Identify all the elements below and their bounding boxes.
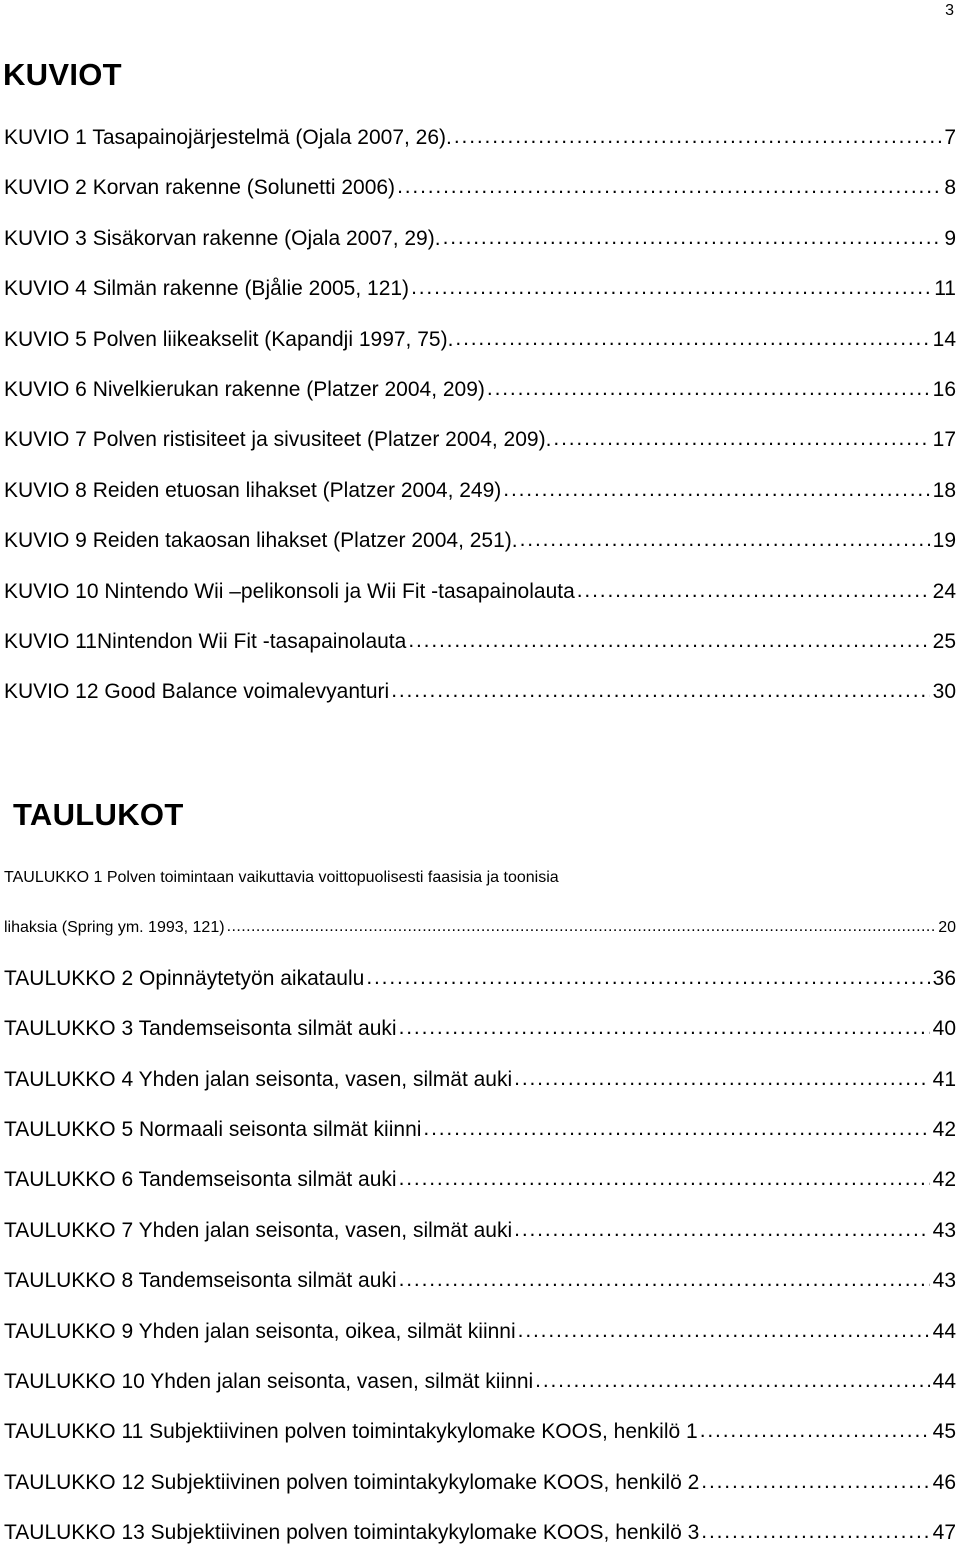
toc-entry-title: TAULUKKO 3 Tandemseisonta silmät auki [4, 1017, 397, 1041]
dot-leader [399, 1263, 930, 1297]
toc-entry-page: 30 [932, 680, 956, 704]
toc-entry-page: 44 [932, 1369, 956, 1393]
dot-leader [408, 624, 929, 658]
toc-entry[interactable] [4, 171, 956, 221]
dot-leader [227, 910, 936, 944]
dot-leader [518, 1314, 930, 1348]
toc-entry-title: KUVIO 8 Reiden etuosan lihakset (Platzer 2004, 249) [4, 478, 502, 502]
dot-leader [397, 170, 941, 204]
toc-entry[interactable] [4, 1315, 956, 1365]
dot-leader [535, 1364, 929, 1398]
toc-entry-page: 36 [932, 966, 956, 990]
dot-leader [520, 523, 930, 557]
toc-entry[interactable] [4, 423, 956, 473]
toc-entry[interactable] [4, 1012, 956, 1062]
toc-entry-page: 14 [932, 327, 956, 351]
toc-entry[interactable] [4, 1516, 956, 1566]
toc-entry-title: TAULUKKO 5 Normaali seisonta silmät kiinni [4, 1117, 422, 1141]
toc-entry-page: 44 [932, 1319, 956, 1343]
toc-entry-title-continued: lihaksia (Spring ym. 1993, 121) [4, 919, 225, 937]
toc-entry-page: 42 [932, 1117, 956, 1141]
toc-entry[interactable] [4, 323, 956, 373]
toc-entry-page: 45 [932, 1420, 956, 1444]
tables-heading: TAULUKOT [13, 797, 184, 832]
dot-leader [423, 1112, 929, 1146]
dot-leader [399, 1162, 930, 1196]
dot-leader [577, 574, 930, 608]
figures-list [4, 121, 956, 726]
dot-leader [454, 120, 941, 154]
toc-entry-page: 43 [932, 1218, 956, 1242]
toc-entry-page: 24 [932, 579, 956, 603]
toc-entry[interactable] [4, 524, 956, 574]
toc-entry-page: 16 [932, 377, 956, 401]
toc-entry-page: 19 [932, 529, 956, 553]
dot-leader [514, 1213, 929, 1247]
toc-entry-title: TAULUKKO 4 Yhden jalan seisonta, vasen, silmät auki [4, 1067, 513, 1091]
toc-entry-page: 9 [944, 226, 956, 250]
toc-entry-page: 42 [932, 1168, 956, 1192]
dot-leader [701, 1515, 929, 1549]
toc-entry-title: KUVIO 6 Nivelkierukan rakenne (Platzer 2004, 209) [4, 377, 485, 401]
toc-entry[interactable] [4, 861, 956, 962]
toc-entry[interactable] [4, 1264, 956, 1314]
toc-entry-title: TAULUKKO 13 Subjektiivinen polven toimintakykylomake KOOS, henkilö 3 [4, 1521, 700, 1545]
toc-entry-title: KUVIO 4 Silmän rakenne (Bjålie 2005, 121) [4, 277, 410, 301]
dot-leader [443, 221, 942, 255]
toc-entry-page: 47 [932, 1521, 956, 1545]
toc-entry-page: 11 [934, 277, 956, 301]
toc-entry-title: KUVIO 12 Good Balance voimalevyanturi [4, 680, 390, 704]
toc-entry-title: TAULUKKO 7 Yhden jalan seisonta, vasen, silmät auki [4, 1218, 513, 1242]
toc-entry[interactable] [4, 1163, 956, 1213]
dot-leader [700, 1414, 930, 1448]
toc-entry-title: TAULUKKO 6 Tandemseisonta silmät auki [4, 1168, 397, 1192]
page-number: 3 [945, 2, 954, 19]
dot-leader [399, 1011, 930, 1045]
toc-entry[interactable] [4, 575, 956, 625]
toc-entry-page: 40 [932, 1017, 956, 1041]
toc-entry[interactable] [4, 222, 956, 272]
toc-entry[interactable] [4, 1415, 956, 1465]
toc-entry-title: KUVIO 7 Polven ristisiteet ja sivusiteet (Platzer 2004, 209). [4, 428, 552, 452]
toc-entry-title: TAULUKKO 1 Polven toimintaan vaikuttavia voittopuolisesti faasisia ja toonisia [4, 869, 559, 886]
toc-entry-page: 20 [938, 919, 956, 937]
dot-leader [503, 473, 929, 507]
dot-leader [411, 271, 931, 305]
dot-leader [455, 322, 929, 356]
toc-entry-title: TAULUKKO 8 Tandemseisonta silmät auki [4, 1269, 397, 1293]
toc-entry[interactable] [4, 1214, 956, 1264]
dot-leader [366, 961, 929, 995]
toc-entry[interactable] [4, 272, 956, 322]
toc-entry-page: 41 [932, 1067, 956, 1091]
tables-list [4, 861, 956, 1566]
toc-entry-page: 17 [932, 428, 956, 452]
toc-entry-title: KUVIO 2 Korvan rakenne (Solunetti 2006) [4, 176, 396, 200]
toc-entry-title: KUVIO 10 Nintendo Wii –pelikonsoli ja Wii Fit -tasapainolauta [4, 579, 575, 603]
toc-entry-title: TAULUKKO 12 Subjektiivinen polven toimintakykylomake KOOS, henkilö 2 [4, 1470, 700, 1494]
toc-entry-title: TAULUKKO 9 Yhden jalan seisonta, oikea, silmät kiinni [4, 1319, 516, 1343]
dot-leader [514, 1062, 929, 1096]
dot-leader [553, 422, 929, 456]
toc-entry-page: 7 [944, 126, 956, 149]
toc-entry[interactable] [4, 625, 956, 675]
toc-entry[interactable] [4, 1365, 956, 1415]
toc-entry-title: KUVIO 11Nintendon Wii Fit -tasapainolauta [4, 629, 407, 653]
toc-entry-page: 46 [932, 1470, 956, 1494]
toc-entry-page: 25 [932, 629, 956, 653]
dot-leader [487, 372, 930, 406]
toc-entry[interactable] [4, 675, 956, 725]
toc-entry-title: KUVIO 9 Reiden takaosan lihakset (Platzer 2004, 251). [4, 529, 518, 553]
toc-entry[interactable] [4, 474, 956, 524]
toc-entry-page: 43 [932, 1269, 956, 1293]
toc-entry[interactable] [4, 1113, 956, 1163]
toc-entry-title: KUVIO 5 Polven liikeakselit (Kapandji 1997, 75). [4, 327, 454, 351]
toc-entry-page: 18 [932, 478, 956, 502]
figures-heading: KUVIOT [3, 57, 122, 92]
dot-leader [701, 1465, 929, 1499]
toc-entry-title: TAULUKKO 2 Opinnäytetyön aikataulu [4, 966, 365, 990]
toc-entry[interactable] [4, 962, 956, 1012]
toc-entry-title: TAULUKKO 10 Yhden jalan seisonta, vasen, silmät kiinni [4, 1369, 534, 1393]
toc-entry-title: KUVIO 3 Sisäkorvan rakenne (Ojala 2007, 29). [4, 226, 441, 250]
toc-entry[interactable] [4, 1063, 956, 1113]
toc-entry-title: KUVIO 1 Tasapainojärjestelmä (Ojala 2007, 26). [4, 126, 452, 149]
dot-leader [391, 674, 929, 708]
toc-entry[interactable] [4, 1466, 956, 1516]
toc-entry[interactable] [4, 121, 956, 171]
toc-entry-title: TAULUKKO 11 Subjektiivinen polven toimintakykylomake KOOS, henkilö 1 [4, 1420, 698, 1444]
toc-entry-page: 8 [944, 176, 956, 200]
toc-entry[interactable] [4, 373, 956, 423]
